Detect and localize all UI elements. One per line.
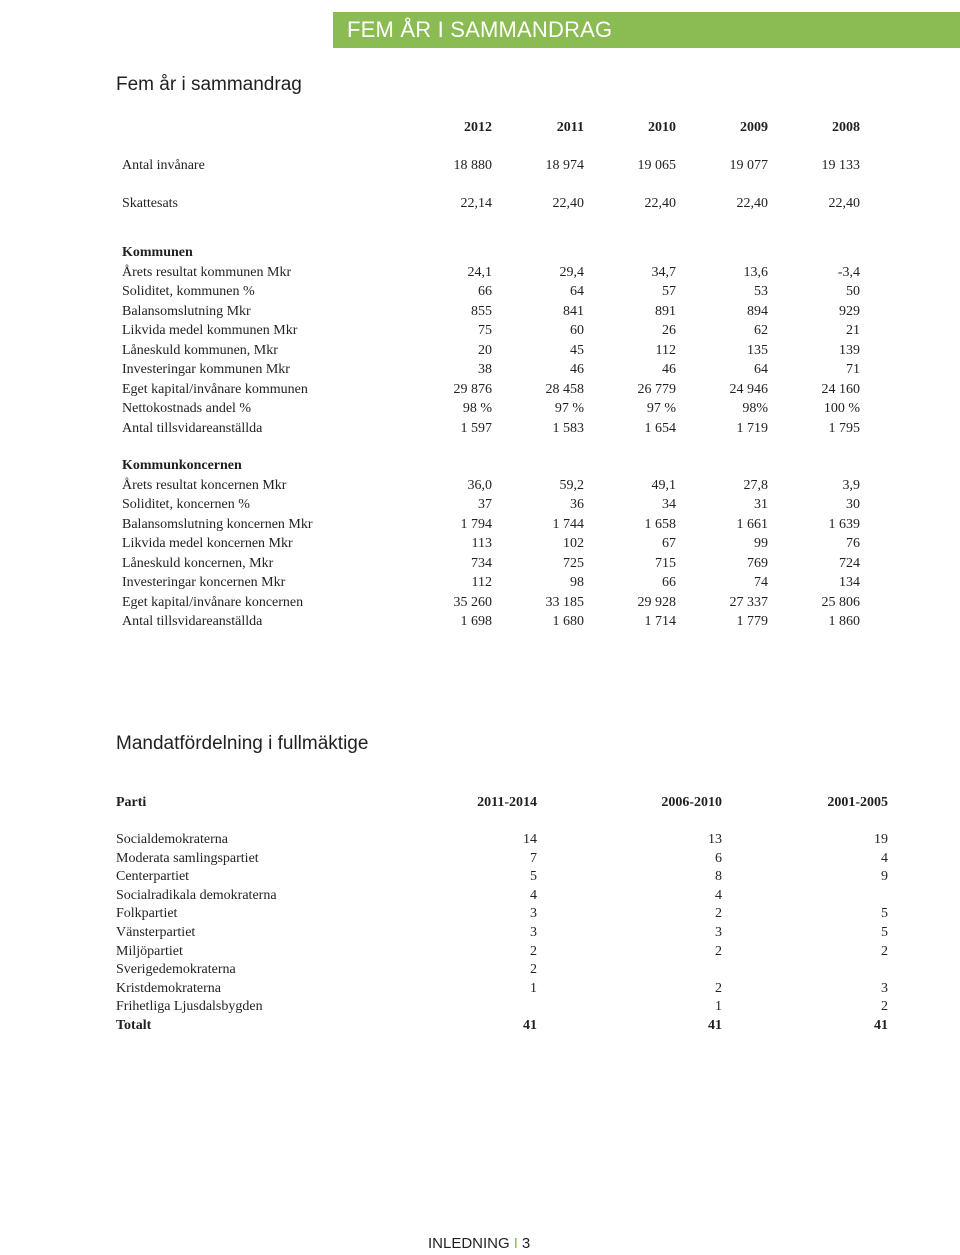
value-cell: 60 [570,323,584,338]
value-cell: 37 [478,497,492,512]
value-cell: 97 % [646,401,676,416]
seat-count: 5 [881,906,888,922]
value-cell: 26 779 [637,381,676,397]
spacer-cell [116,138,860,156]
section-title: Kommunen [122,245,193,260]
seat-count: 2 [715,980,722,996]
seat-count: 3 [530,906,537,922]
seat-count: 2 [530,962,537,978]
value-cell: 38 [478,362,492,377]
table-row [116,612,860,632]
value-cell: 1 698 [460,614,492,629]
row-label: Skattesats [122,195,178,211]
value-cell: 74 [754,575,768,590]
column-header: 2011-2014 [477,794,537,810]
value-cell: 46 [662,362,676,377]
value-cell: 27,8 [743,477,768,493]
value-cell: 98 % [462,401,492,416]
seat-count: 2 [715,906,722,922]
spacer-row [116,438,860,456]
value-cell: 135 [747,342,768,358]
table-row [116,998,888,1017]
seat-count: 2 [530,943,537,959]
column-header: 2006-2010 [661,794,722,810]
footer-section: INLEDNING [428,1235,510,1252]
spacer-row [116,213,860,243]
table-row [116,194,860,214]
table-row [116,887,888,906]
value-cell: 1 658 [644,516,676,532]
table-row [116,980,888,999]
summary-table [116,118,860,632]
table-row [116,263,860,283]
value-cell: 769 [747,555,768,571]
spacer-row [116,176,860,194]
value-cell: 1 639 [828,516,860,532]
table-row [116,321,860,341]
value-cell: 75 [478,323,492,338]
table-row [116,961,888,980]
seat-count: 5 [881,924,888,940]
value-cell: 53 [754,284,768,299]
total-row [116,1017,888,1036]
seat-count [537,961,722,980]
row-label: Investeringar koncernen Mkr [122,575,286,590]
banner-title: FEM ÅR I SAMMANDRAG [347,17,613,42]
row-label: Årets resultat koncernen Mkr [122,477,287,493]
table-row [116,282,860,302]
value-cell: 27 337 [729,594,768,610]
party-name: Kristdemokraterna [116,980,221,996]
party-name: Moderata samlingspartiet [116,850,259,866]
table-row [116,476,860,496]
value-cell: 855 [471,303,492,319]
value-cell: 18 880 [453,158,492,173]
value-cell: 26 [662,323,676,338]
footer-separator: I [513,1235,518,1252]
table-row [116,156,860,176]
value-cell: 34,7 [651,264,676,280]
value-cell: 1 597 [460,420,492,436]
column-header: 2001-2005 [827,794,888,810]
table-row [116,943,888,962]
party-name: Totalt [116,1017,152,1033]
value-cell: 13,6 [743,264,768,280]
seat-count [352,998,537,1017]
value-cell: 100 % [823,401,860,416]
seat-count: 41 [523,1017,537,1033]
row-label: Antal tillsvidareanställda [122,420,263,436]
value-cell: 715 [655,555,676,571]
value-cell: 3,9 [842,477,860,493]
spacer-row [116,138,860,156]
value-cell: 1 860 [828,614,860,629]
value-cell: 1 744 [552,516,584,532]
row-label: Låneskuld koncernen, Mkr [122,555,274,571]
seat-count [722,887,888,906]
seat-count: 41 [874,1017,888,1033]
row-label: Eget kapital/invånare kommunen [122,381,308,397]
page-footer [428,1235,530,1252]
spacer-cell [116,213,860,243]
table-row [116,360,860,380]
value-cell: 71 [846,362,860,377]
spacer-cell [116,813,888,831]
party-name: Miljöpartiet [116,943,183,959]
value-cell: 35 260 [453,594,492,610]
value-cell: 30 [846,497,860,512]
table-row [116,419,860,439]
value-cell: 1 779 [736,614,768,629]
value-cell: 1 714 [644,614,676,629]
table-row [116,924,888,943]
value-cell: 99 [754,536,768,551]
seat-count: 3 [715,924,722,940]
section-title-row [116,243,860,263]
seat-count: 8 [715,869,722,885]
seat-count: 5 [530,869,537,885]
seat-count: 41 [708,1017,722,1033]
value-cell: 24 946 [729,381,768,397]
seat-count: 3 [530,924,537,940]
value-cell: 25 806 [821,594,860,610]
value-cell: 1 654 [644,420,676,436]
spacer-row [116,813,888,831]
party-name: Socialradikala demokraterna [116,887,277,903]
year-header: 2012 [464,120,492,136]
header-banner [333,12,960,48]
party-name: Frihetliga Ljusdalsbygden [116,999,263,1015]
table-row [116,399,860,419]
seat-count: 7 [530,850,537,866]
row-label: Antal tillsvidareanställda [122,614,263,629]
value-cell: 76 [846,536,860,551]
value-cell: 46 [570,362,584,377]
value-cell: 29 876 [453,381,492,397]
mandates-header-row [116,793,888,813]
table-row [116,905,888,924]
table-row [116,534,860,554]
row-label: Låneskuld kommunen, Mkr [122,342,278,358]
seat-count: 2 [881,999,888,1015]
column-header: Parti [116,794,147,810]
value-cell: 67 [662,536,676,551]
value-cell: 22,40 [644,195,676,211]
table-row [116,495,860,515]
value-cell: 19 133 [821,158,860,173]
row-label: Likvida medel kommunen Mkr [122,323,298,338]
table-row [116,868,888,887]
row-label: Nettokostnads andel % [122,401,252,416]
party-name: Socialdemokraterna [116,832,228,847]
year-header-row [116,118,860,138]
value-cell: 139 [839,342,860,358]
value-cell: 34 [662,497,676,512]
value-cell: 36,0 [467,477,492,493]
value-cell: 64 [570,284,584,299]
row-label: Balansomslutning Mkr [122,303,251,319]
table-row [116,831,888,850]
value-cell: 1 794 [460,516,492,532]
mandates-heading: Mandatfördelning i fullmäktige [116,733,369,754]
value-cell: 19 065 [637,158,676,173]
value-cell: 66 [662,575,676,590]
value-cell: 1 661 [736,516,768,532]
value-cell: 98% [742,401,768,416]
value-cell: 18 974 [545,158,584,173]
table-row [116,850,888,869]
value-cell: 31 [754,497,768,512]
table-row [116,302,860,322]
value-cell: 29 928 [637,594,676,610]
value-cell: 734 [471,555,492,571]
value-cell: 50 [846,284,860,299]
spacer-cell [116,438,860,456]
value-cell: 19 077 [729,158,768,173]
seat-count: 1 [715,999,722,1015]
value-cell: 22,40 [736,195,768,211]
seat-count: 2 [881,943,888,959]
seat-count: 4 [530,887,537,903]
value-cell: 29,4 [559,264,584,280]
value-cell: 59,2 [559,477,584,493]
seat-count: 14 [523,832,537,847]
year-header: 2010 [648,120,676,136]
value-cell: 64 [754,362,768,377]
value-cell: 28 458 [545,381,584,397]
value-cell: 24 160 [821,381,860,397]
row-label: Soliditet, kommunen % [122,284,255,299]
row-label: Investeringar kommunen Mkr [122,362,290,377]
seat-count: 13 [708,832,722,847]
row-label: Antal invånare [122,158,205,173]
row-label: Balansomslutning koncernen Mkr [122,516,313,532]
header-spacer [116,118,400,138]
party-name: Folkpartiet [116,906,178,922]
value-cell: 112 [471,575,492,590]
section-title-row [116,456,860,476]
value-cell: 98 [570,575,584,590]
seat-count: 9 [881,869,888,885]
section-title: Kommunkoncernen [122,458,242,473]
value-cell: 725 [563,555,584,571]
value-cell: 97 % [554,401,584,416]
value-cell: 22,14 [460,195,492,211]
value-cell: 45 [570,342,584,358]
value-cell: 113 [471,536,492,551]
value-cell: 891 [655,303,676,319]
footer-page-number: 3 [521,1235,531,1252]
value-cell: 1 719 [736,420,768,436]
table-row [116,554,860,574]
table-row [116,380,860,400]
value-cell: 1 680 [552,614,584,629]
value-cell: 1 583 [552,420,584,436]
year-header: 2008 [832,120,860,136]
spacer-cell [116,176,860,194]
value-cell: 134 [839,575,860,590]
value-cell: 57 [662,284,676,299]
table-row [116,593,860,613]
seat-count: 2 [715,943,722,959]
table-row [116,341,860,361]
value-cell: 724 [839,555,860,571]
value-cell: 22,40 [828,195,860,211]
value-cell: 36 [570,497,584,512]
value-cell: 24,1 [467,264,492,280]
seat-count [722,961,888,980]
value-cell: 22,40 [552,195,584,211]
seat-count: 4 [715,887,722,903]
value-cell: 102 [563,536,584,551]
year-header: 2009 [740,120,768,136]
value-cell: 49,1 [651,477,676,493]
value-cell: 21 [846,323,860,338]
value-cell: 20 [478,342,492,358]
seat-count: 3 [881,980,888,996]
value-cell: 841 [563,303,584,319]
row-label: Eget kapital/invånare koncernen [122,594,304,610]
value-cell: 62 [754,323,768,338]
seat-count: 6 [715,850,722,866]
seat-count: 4 [881,850,888,866]
seat-count: 19 [874,832,888,847]
table-row [116,515,860,535]
value-cell: 1 795 [828,420,860,436]
seat-count: 1 [530,980,537,996]
summary-heading: Fem år i sammandrag [116,74,302,95]
value-cell: 33 185 [545,594,584,610]
value-cell: 66 [478,284,492,299]
row-label: Likvida medel koncernen Mkr [122,536,293,551]
value-cell: 112 [655,342,676,358]
year-header: 2011 [556,120,584,136]
party-name: Centerpartiet [116,869,190,885]
party-name: Sverigedemokraterna [116,962,236,978]
mandates-table [116,793,888,1036]
value-cell: 929 [839,303,860,319]
row-label: Årets resultat kommunen Mkr [122,264,292,280]
party-name: Vänsterpartiet [116,924,196,940]
value-cell: -3,4 [837,264,860,280]
row-label: Soliditet, koncernen % [122,497,250,512]
value-cell: 894 [747,303,768,319]
table-row [116,573,860,593]
